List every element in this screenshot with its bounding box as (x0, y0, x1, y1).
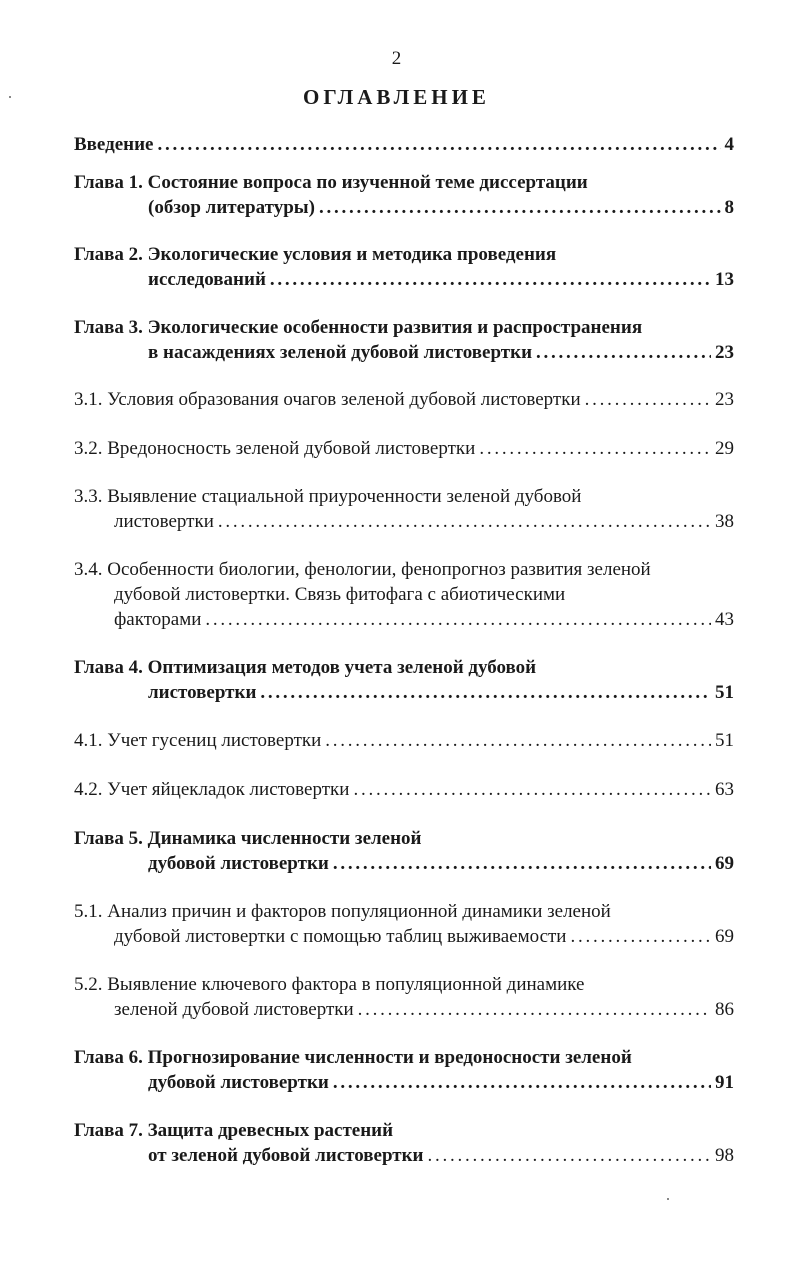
toc-entry-section-4-2[interactable] (74, 777, 734, 802)
toc-entry-label-cont: в насаждениях зеленой дубовой листовертки (148, 342, 533, 363)
toc-entry-label-cont: дубовой листовертки с помощью таблиц выживаемости (114, 926, 567, 947)
toc-leader-dots (158, 132, 721, 157)
toc-leader-dots (218, 509, 711, 534)
toc-entry-section-3-1[interactable] (74, 387, 734, 412)
toc-entry-label: Глава 3. Экологические особенности развития и распространения (74, 317, 643, 338)
toc-page-number: 43 (715, 609, 734, 630)
toc-entry-label: Глава 4. Оптимизация методов учета зеленой дубовой (74, 657, 537, 678)
toc-entry-label: Глава 2. Экологические условия и методика проведения (74, 244, 557, 265)
toc-leader-dots (319, 195, 721, 220)
toc-entry-label-cont: дубовой листовертки (148, 853, 329, 874)
toc-page-number: 98 (715, 1145, 734, 1166)
toc-leader-dots (428, 1143, 712, 1168)
toc-entry-chapter-6[interactable] (74, 1045, 734, 1095)
scan-speck (667, 1198, 669, 1200)
toc-leader-dots (205, 607, 711, 632)
toc-entry-introduction[interactable] (74, 132, 734, 157)
toc-entry-section-3-3[interactable] (74, 484, 734, 534)
toc-page-number: 23 (715, 342, 734, 363)
toc-entry-chapter-7[interactable] (74, 1118, 734, 1168)
toc-page-number: 29 (715, 438, 734, 459)
toc-page-number: 86 (715, 999, 734, 1020)
toc-entry-chapter-4[interactable] (74, 655, 734, 705)
toc-entry-section-3-4[interactable] (74, 557, 734, 632)
toc-entry-label-cont: дубовой листовертки. Связь фитофага с абиотическими (114, 584, 566, 605)
toc-leader-dots (270, 267, 711, 292)
toc-leader-dots (333, 1070, 711, 1095)
toc-entry-label: 5.1. Анализ причин и факторов популяционной динамики зеленой (74, 901, 611, 922)
scan-speck (9, 96, 11, 98)
toc-entry-section-5-1[interactable] (74, 899, 734, 949)
page-number: 2 (391, 48, 402, 69)
toc-entry-label: Введение (74, 134, 154, 155)
toc-leader-dots (333, 851, 711, 876)
toc-entry-label: Глава 1. Состояние вопроса по изученной теме диссертации (74, 172, 588, 193)
toc-page-number: 23 (715, 389, 734, 410)
toc-leader-dots (536, 340, 711, 365)
toc-entry-label-cont: листовертки (114, 511, 214, 532)
toc-entry-chapter-5[interactable] (74, 826, 734, 876)
toc-entry-label: 3.4. Особенности биологии, фенологии, фенопрогноз развития зеленой (74, 559, 651, 580)
toc-entry-chapter-2[interactable] (74, 242, 734, 292)
toc-page-number: 51 (715, 682, 734, 703)
toc-entry-chapter-1[interactable] (74, 170, 734, 220)
toc-entry-label: 4.1. Учет гусениц листовертки (74, 730, 322, 751)
toc-page-number: 38 (715, 511, 734, 532)
toc-entry-label-cont: (обзор литературы) (148, 197, 315, 218)
toc-entry-label-cont: листовертки (148, 682, 257, 703)
toc-page-number: 91 (715, 1072, 734, 1093)
toc-entry-label: Глава 7. Защита древесных растений (74, 1120, 394, 1141)
toc-leader-dots (353, 777, 711, 802)
toc-entry-section-3-2[interactable] (74, 436, 734, 461)
toc-entry-section-5-2[interactable] (74, 972, 734, 1022)
toc-page-number: 69 (715, 853, 734, 874)
toc-entry-label: 5.2. Выявление ключевого фактора в популяционной динамике (74, 974, 585, 995)
toc-page-number: 13 (715, 269, 734, 290)
toc-page-number: 63 (715, 779, 734, 800)
toc-entry-label-cont: факторами (114, 609, 202, 630)
toc-leader-dots (479, 436, 711, 461)
toc-page-number: 4 (724, 134, 734, 155)
toc-leader-dots (325, 728, 711, 753)
toc-entry-label-cont: от зеленой дубовой листовертки (148, 1145, 424, 1166)
toc-entry-label-cont: дубовой листовертки (148, 1072, 329, 1093)
toc-title: ОГЛАВЛЕНИЕ (303, 85, 490, 109)
toc-page-number: 8 (724, 197, 734, 218)
toc-entry-label: 3.3. Выявление стациальной приуроченности зеленой дубовой (74, 486, 582, 507)
toc-page-number: 69 (715, 926, 734, 947)
toc-leader-dots (260, 680, 711, 705)
toc-entry-label-cont: зеленой дубовой листовертки (114, 999, 354, 1020)
toc-leader-dots (585, 387, 711, 412)
toc-entry-label: 4.2. Учет яйцекладок листовертки (74, 779, 350, 800)
toc-entry-label: Глава 6. Прогнозирование численности и вредоносности зеленой (74, 1047, 632, 1068)
toc-entry-label: 3.2. Вредоносность зеленой дубовой листовертки (74, 438, 476, 459)
toc-page-number: 51 (715, 730, 734, 751)
toc-entry-chapter-3[interactable] (74, 315, 734, 365)
toc-entry-label: Глава 5. Динамика численности зеленой (74, 828, 422, 849)
toc-leader-dots (358, 997, 711, 1022)
toc-entry-label-cont: исследований (148, 269, 266, 290)
toc-entry-label: 3.1. Условия образования очагов зеленой дубовой листовертки (74, 389, 581, 410)
toc-leader-dots (570, 924, 711, 949)
toc-entry-section-4-1[interactable] (74, 728, 734, 753)
